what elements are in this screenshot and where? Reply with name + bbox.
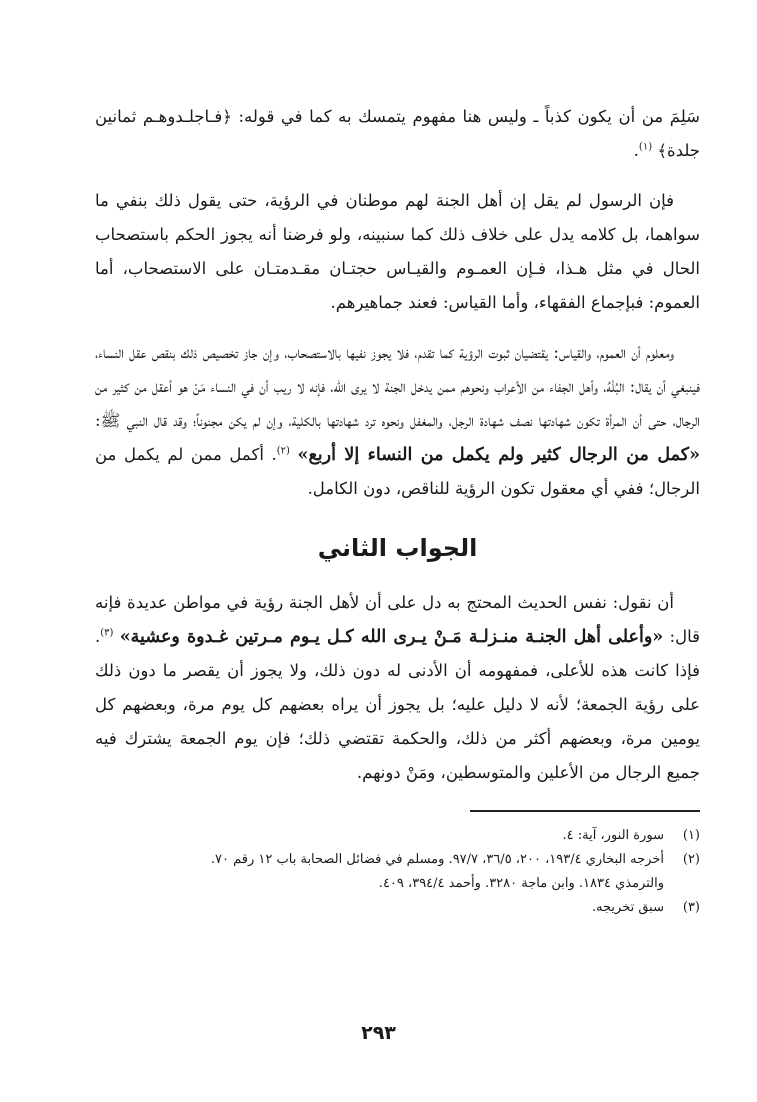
footnote-number: (١) — [682, 828, 700, 843]
footnote-divider — [470, 810, 700, 812]
paragraph-1-end: . — [633, 141, 639, 160]
paragraph-4-text: أن نقول: نفس الحديث المحتج به دل على أن لأهل الجنة رؤية في مواطن عديدة فإنه قال: — [95, 593, 700, 646]
footnote-text: والترمذي ١٨٣٤. وابن ماجة ٣٢٨٠. وأحمد ٣٩٤/٤، ٤٠٩. — [378, 876, 664, 891]
footnote-text: سبق تخريجه. — [591, 900, 664, 915]
paragraph-3-text: ومعلوم أن العموم، والقياس: يقتضيان ثبوت الرؤية كما تقدم، فلا يجوز نفيها بالاستصحاب، وإن جاز تخصيص ذلك بنقص عقل النساء، فينبغي أن يقال: البُلْهُ، وأهل الجفاء من الأعراب ونحوهم ممن يدخل الجنة لا يرى الله، فإنه لا ريب أن في النساء مَنْ هو أعقل من كثير من الرجال، حتى أن المرأة تكون شهادتها نصف شهادة الرجل، والمغفل ونحوه ترد شهادتها بالكلية، وإن لم يكن مجنوناً؛ وقد قال النبي ﷺ: — [95, 343, 700, 430]
hadith-quote-1: «كمل من الرجال كثير ولم يكمل من النساء إلا أربع» — [297, 445, 701, 465]
hadith-quote-2: «وأعلى أهل الجنـة منـزلـة مَـنْ يـرى الله كـل يـوم مـرتين غـدوة وعشية» — [119, 627, 664, 647]
paragraph-1-text: سَلِمَ من أن يكون كذباً ـ وليس هنا مفهوم يتمسك به كما في قوله: ﴿فـاجلـدوهـم ثمانين جلدة﴾ — [95, 107, 700, 160]
paragraph-4-tail: . فإذا كانت هذه للأعلى، فمفهومه أن الأدنى له دون ذلك، ولا يجوز أن يقصر ما دون ذلك على رؤية الجمعة؛ لأنه لا دليل عليه؛ بل يجوز أن يراه بعضهم كل يوم مرة، وبعضهم كل يومين مرة، وبعضهم أكثر من ذلك، والحكمة تقتضي ذلك؛ فإن يوم الجمعة يشترك فيه جميع الرجال من الأعلين والمتوسطين، ومَنْ دونهم. — [95, 627, 700, 782]
footnote-text: أخرجه البخاري ١٩٣/٤، ٢٠٠، ٣٦/٥، ٩٧/٧. ومسلم في فضائل الصحابة باب ١٢ رقم ٧٠. — [210, 852, 664, 867]
footnote-number: (٢) — [682, 852, 700, 867]
footnote-1 — [95, 824, 700, 848]
paragraph-1 — [95, 100, 700, 168]
page-number: ٢٩٣ — [361, 1022, 396, 1044]
paragraph-2: فإن الرسول لم يقل إن أهل الجنة لهم موطنان في الرؤية، حتى يقول ذلك بنفي ما سواهما، بل كلامه يدل على خلاف ذلك كما سنبينه، ولو فرضنا أنه يجوز الحكم باستصحاب الحال في مثل هـذا، فـإن العمـوم والقيـاس حجتـان مقـدمتـان على الاستصحاب، أما العموم: فبإجماع الفقهاء، وأما القياس: فعند جماهيرهم. — [95, 191, 700, 312]
footnote-ref-2: (٢) — [276, 445, 290, 457]
paragraph-3 — [95, 336, 700, 506]
section-heading: الجواب الثاني — [317, 534, 478, 562]
paragraph-4 — [95, 586, 700, 790]
footnote-ref-3: (٣) — [100, 627, 114, 639]
footnote-3 — [95, 896, 700, 920]
footnote-text: سورة النور، آية: ٤. — [562, 828, 664, 843]
footnote-ref-1: (١) — [638, 141, 653, 153]
page-body — [95, 100, 700, 920]
footnote-2-continued — [95, 872, 700, 896]
spacer — [95, 168, 700, 184]
paragraph-3-tail: . أكمل ممن لم يكمل من الرجال؛ ففي أي معقول تكون الرؤية للناقص، دون الكامل. — [95, 445, 700, 498]
footnote-number: (٣) — [682, 900, 700, 915]
footnote-2 — [95, 848, 700, 872]
footnotes — [95, 824, 700, 920]
spacer — [95, 320, 700, 336]
